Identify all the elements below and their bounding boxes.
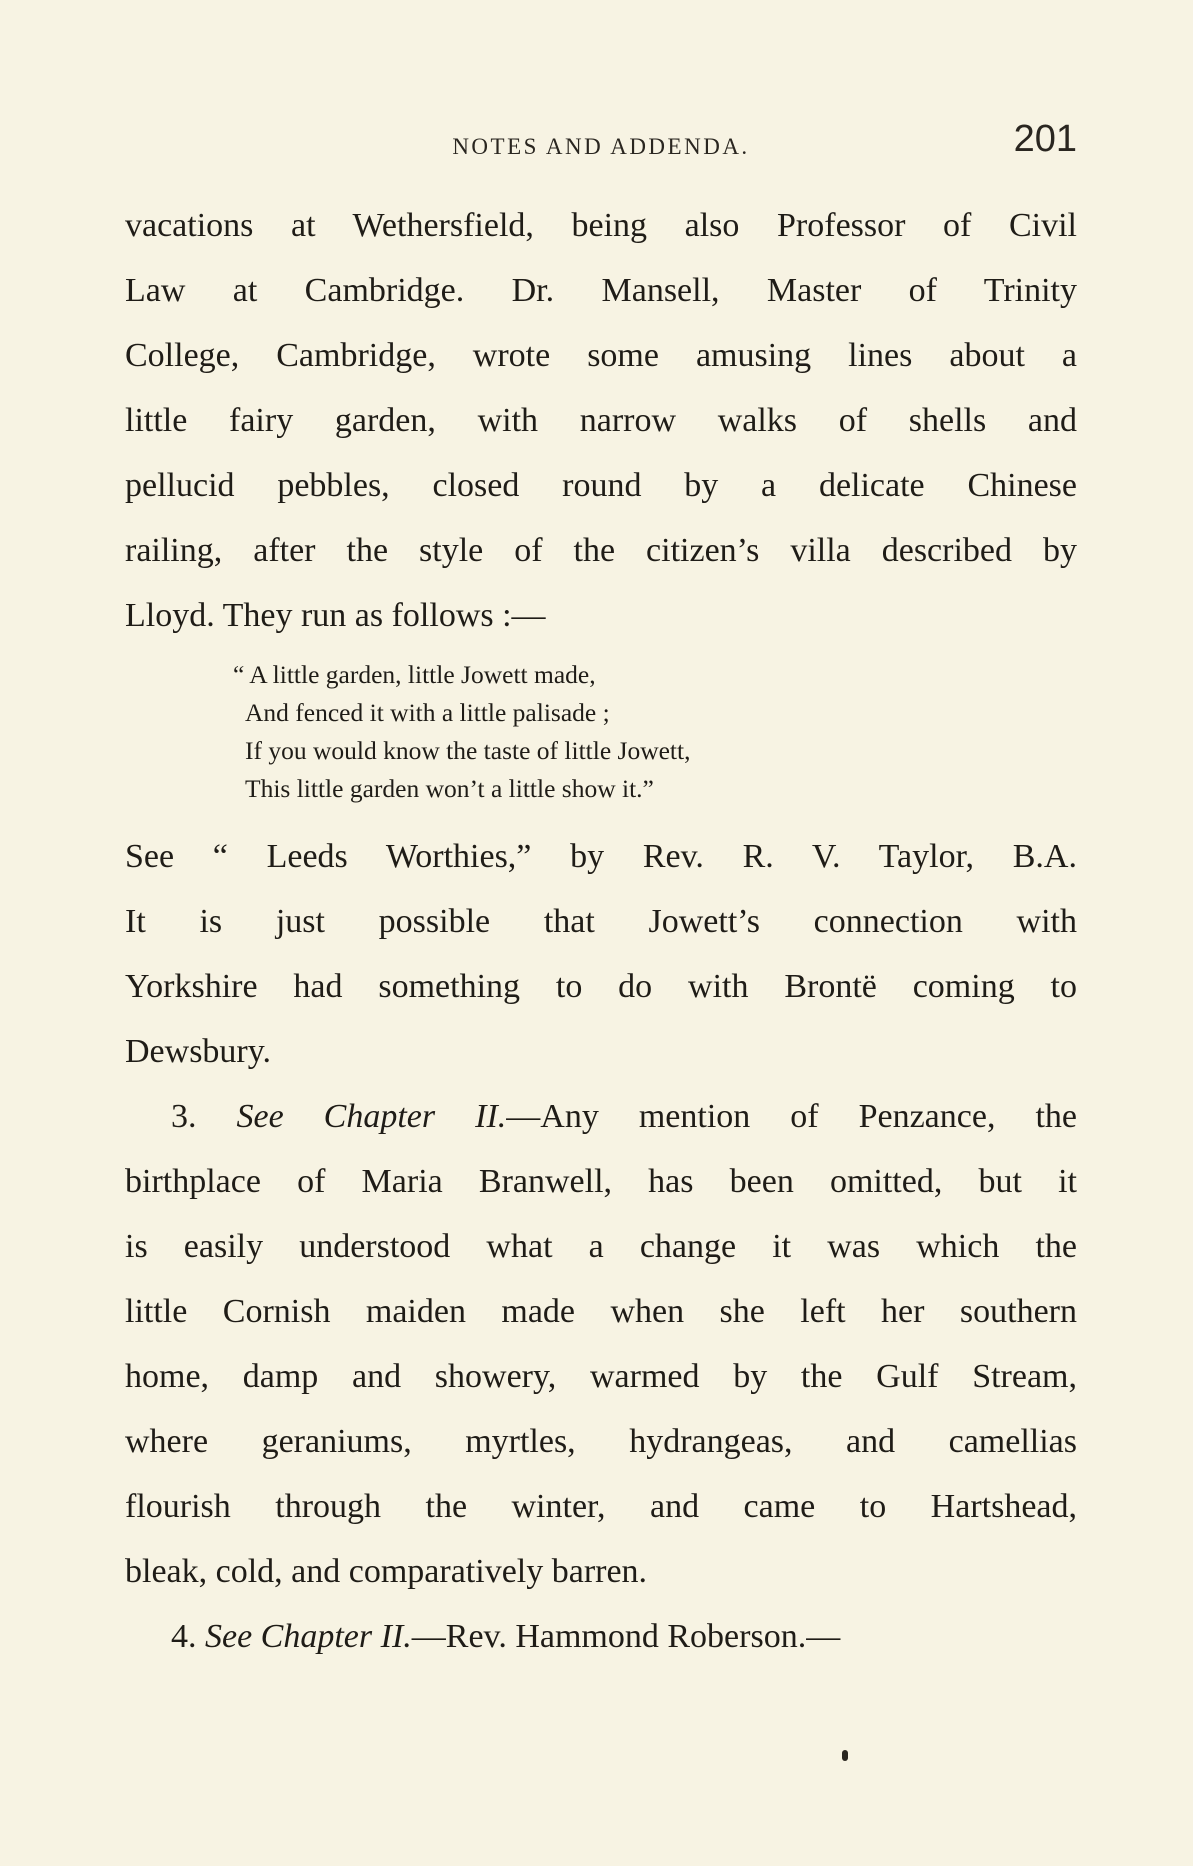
note-number: 4. <box>171 1618 197 1655</box>
note-number: 3. <box>171 1098 197 1135</box>
poem-line: If you would know the taste of little Jowett, <box>245 736 691 765</box>
text-line: railing, after the style of the citizen’s villa described by <box>125 532 1077 569</box>
poem-line: And fenced it with a little palisade ; <box>245 698 610 727</box>
text-line: Dewsbury. <box>125 1033 272 1070</box>
note-text: —Any mention of Penzance, the <box>506 1098 1077 1135</box>
poem-line: This little garden won’t a little show it.” <box>245 774 654 803</box>
text-line: vacations at Wethersfield, being also Professor of Civil <box>125 207 1077 244</box>
text-line: See “ Leeds Worthies,” by Rev. R. V. Taylor, B.A. <box>125 838 1077 875</box>
note-text: —Rev. Hammond Roberson.— <box>411 1618 841 1655</box>
text-line: flourish through the winter, and came to Hartshead, <box>125 1488 1077 1525</box>
running-title: NOTES AND ADDENDA. <box>452 134 750 159</box>
text-line: Lloyd. They run as follows :— <box>125 597 546 634</box>
text-line: is easily understood what a change it was which the <box>125 1228 1077 1265</box>
ink-mark <box>842 1750 848 1761</box>
note-4 <box>125 1604 1077 1669</box>
note-4-first-line <box>125 1604 1077 1669</box>
text-line: birthplace of Maria Branwell, has been omitted, but it <box>125 1163 1077 1200</box>
running-head <box>125 118 1077 168</box>
text-line: little fairy garden, with narrow walks of shells and <box>125 402 1077 439</box>
poem-line: “ A little garden, little Jowett made, <box>233 660 596 689</box>
text-line: pellucid pebbles, closed round by a delicate Chinese <box>125 467 1077 504</box>
note-3-first-line <box>125 1084 1077 1149</box>
text-line: little Cornish maiden made when she left her southern <box>125 1293 1077 1330</box>
text-line: bleak, cold, and comparatively barren. <box>125 1553 648 1590</box>
poem-quotation <box>125 648 1077 824</box>
text-line: It is just possible that Jowett’s connection with <box>125 903 1077 940</box>
paragraph-1 <box>125 193 1077 648</box>
text-line: home, damp and showery, warmed by the Gulf Stream, <box>125 1358 1077 1395</box>
page-number: 201 <box>1013 118 1077 160</box>
text-line: College, Cambridge, wrote some amusing lines about a <box>125 337 1077 374</box>
paragraph-2 <box>125 824 1077 1084</box>
text-line: where geraniums, myrtles, hydrangeas, and camellias <box>125 1423 1077 1460</box>
chapter-reference: See Chapter II. <box>236 1098 507 1135</box>
text-line: Yorkshire had something to do with Brontë coming to <box>125 968 1077 1005</box>
chapter-reference: See Chapter II. <box>205 1618 412 1655</box>
text-line: Law at Cambridge. Dr. Mansell, Master of Trinity <box>125 272 1077 309</box>
note-3 <box>125 1084 1077 1604</box>
body-text <box>125 193 1077 1669</box>
